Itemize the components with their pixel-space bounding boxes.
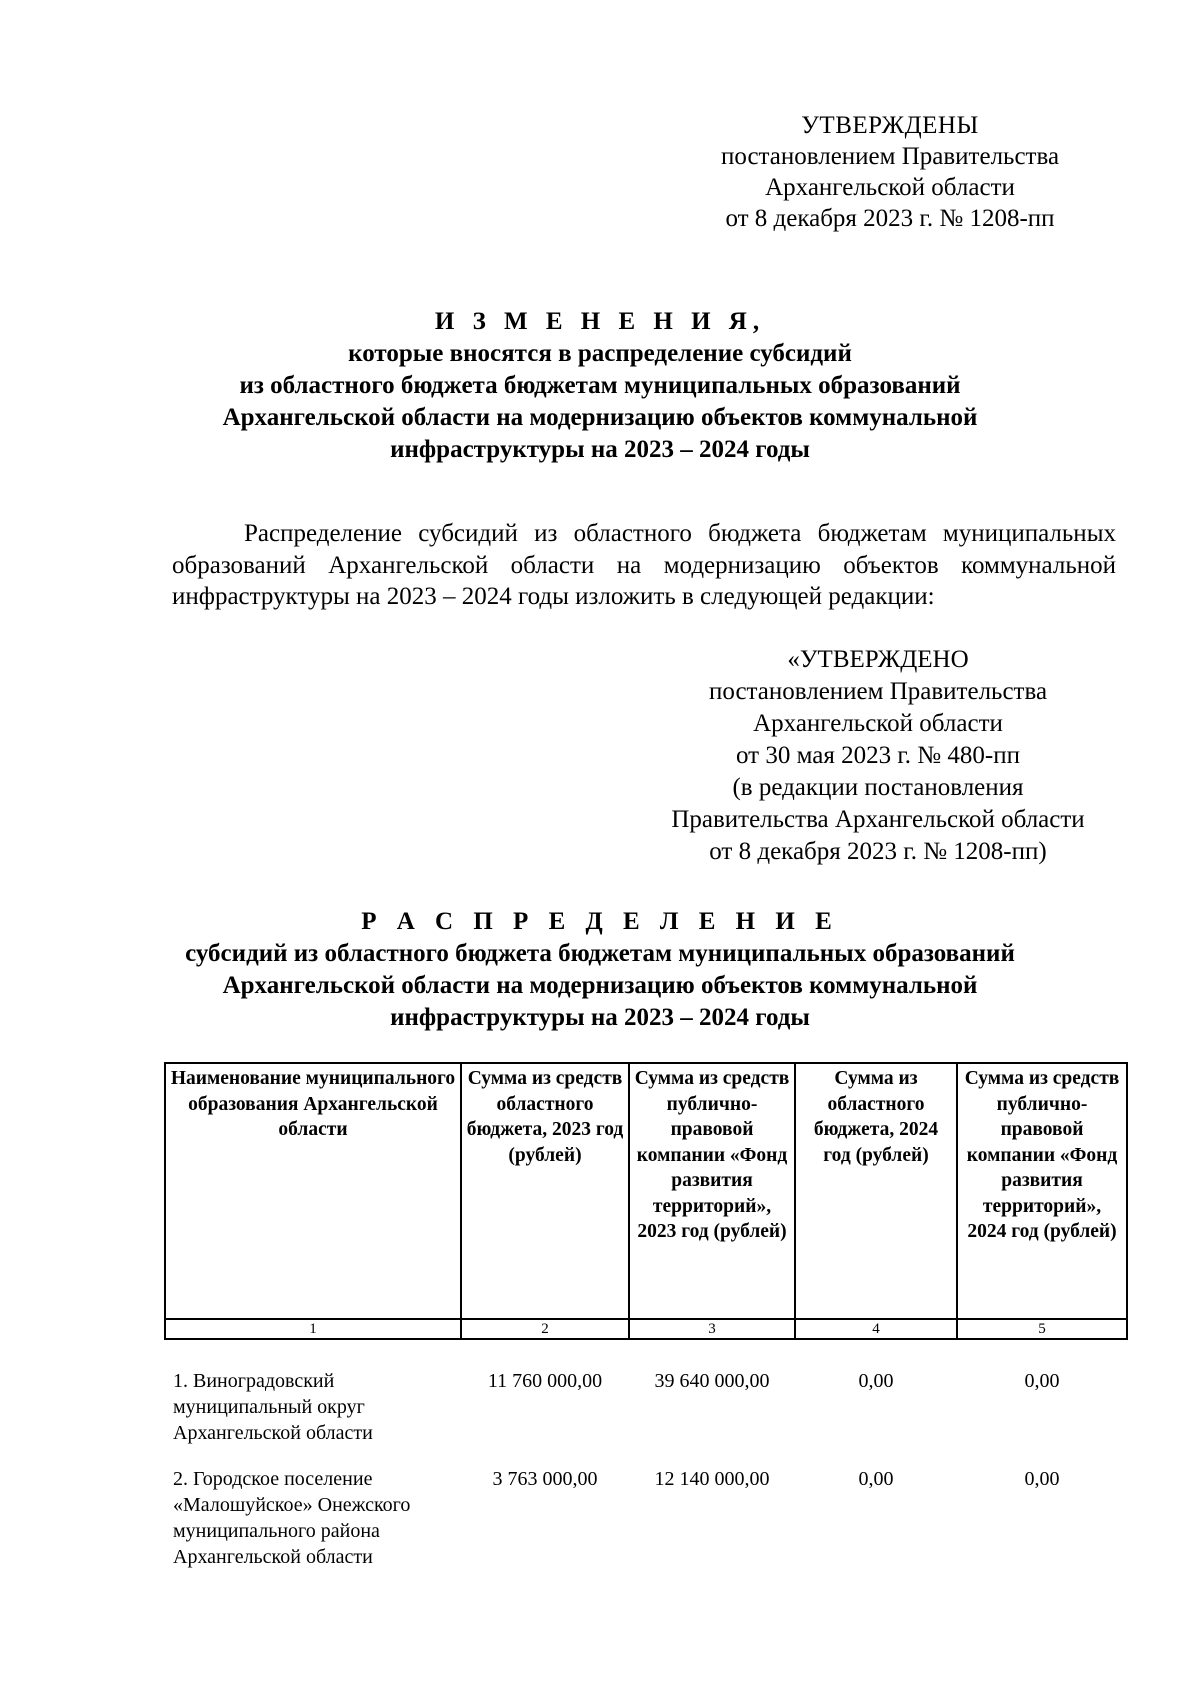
- heading-line: инфраструктуры на 2023 – 2024 годы: [390, 436, 810, 463]
- approval-line: Архангельской области: [765, 174, 1015, 201]
- column-number-row: [165, 1319, 1127, 1339]
- municipality-name: 1. Виноградовский муниципальный округ Архангельской области: [173, 1370, 373, 1444]
- column-header: Сумма из средств публично-правовой компании «Фонд развития территорий», 2024 год (рублей): [957, 1063, 1127, 1319]
- heading-line: которые вносятся в распределение субсидий: [348, 340, 852, 367]
- amount-regional-2024: 0,00: [858, 1468, 894, 1490]
- distribution-line: Архангельской области на модернизацию объектов коммунальной: [222, 972, 978, 999]
- distribution-line: субсидий из областного бюджета бюджетам муниципальных образований: [185, 940, 1015, 967]
- approval-line: постановлением Правительства: [720, 143, 1060, 170]
- distribution-title: Р А С П Р Е Д Е Л Е Н И Е: [361, 908, 839, 935]
- body-paragraph: [172, 518, 1116, 613]
- column-number: 2: [461, 1319, 629, 1339]
- distribution-line: инфраструктуры на 2023 – 2024 годы: [390, 1004, 810, 1031]
- amount-fund-2024: 0,00: [1024, 1468, 1060, 1490]
- column-header: Сумма из средств областного бюджета, 2023 год (рублей): [461, 1063, 629, 1319]
- document-heading: [150, 306, 1050, 466]
- approval-block: [690, 110, 1090, 234]
- amount-fund-2023: 12 140 000,00: [654, 1468, 770, 1490]
- approval2-line: Правительства Архангельской области: [671, 806, 1085, 833]
- amount-regional-2024: 0,00: [858, 1370, 894, 1392]
- amount-regional-2023: 3 763 000,00: [492, 1468, 598, 1490]
- approval-block-2: [638, 644, 1118, 868]
- distribution-table: [164, 1062, 1128, 1584]
- distribution-heading: [150, 906, 1050, 1034]
- approval2-title: «УТВЕРЖДЕНО: [787, 646, 969, 673]
- column-header: Сумма из средств публично-правовой компании «Фонд развития территорий», 2023 год (рублей): [629, 1063, 795, 1319]
- heading-line: Архангельской области на модернизацию объектов коммунальной: [222, 404, 978, 431]
- approval2-line: Архангельской области: [753, 710, 1003, 737]
- heading-line: из областного бюджета бюджетам муниципальных образований: [239, 372, 961, 399]
- column-number: 5: [957, 1319, 1127, 1339]
- approval2-date: от 8 декабря 2023 г. № 1208-пп): [709, 838, 1047, 865]
- table-row: [165, 1460, 1127, 1584]
- paragraph-text: Распределение субсидий из областного бюджета бюджетам муниципальных образований Архангельской области на модернизацию объектов коммунальной инфраструктуры на 2023 – 2024 годы изложить в следующей редакции:: [172, 520, 1116, 610]
- spacer-row: [165, 1339, 1127, 1362]
- table-row: [165, 1362, 1127, 1460]
- municipality-name: 2. Городское поселение «Малошуйское» Онежского муниципального района Архангельской области: [173, 1468, 411, 1568]
- approval2-line: (в редакции постановления: [732, 774, 1024, 801]
- approval-title: УТВЕРЖДЕНЫ: [801, 112, 979, 139]
- column-number: 3: [629, 1319, 795, 1339]
- amount-regional-2023: 11 760 000,00: [487, 1370, 603, 1392]
- approval2-date: от 30 мая 2023 г. № 480-пп: [736, 742, 1020, 769]
- column-header: Сумма из областного бюджета, 2024 год (рублей): [795, 1063, 957, 1319]
- table-header-row: [165, 1063, 1127, 1319]
- column-header: Наименование муниципального образования Архангельской области: [165, 1063, 461, 1319]
- column-number: 1: [165, 1319, 461, 1339]
- column-number: 4: [795, 1319, 957, 1339]
- approval-date: от 8 декабря 2023 г. № 1208-пп: [725, 205, 1055, 232]
- amount-fund-2024: 0,00: [1024, 1370, 1060, 1392]
- amount-fund-2023: 39 640 000,00: [654, 1370, 770, 1392]
- heading-title: И З М Е Н Е Н И Я,: [434, 308, 766, 335]
- approval2-line: постановлением Правительства: [708, 678, 1048, 705]
